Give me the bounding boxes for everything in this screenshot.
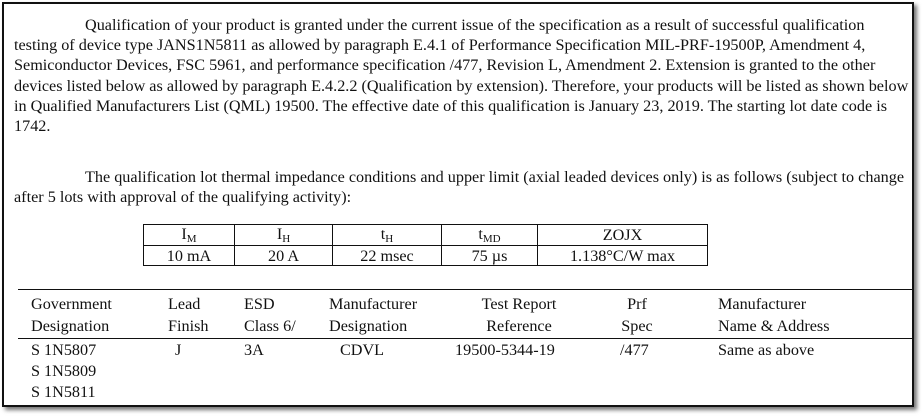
- header-esd-class: ESD Class 6/: [244, 295, 296, 335]
- extra-designation: S 1N5809: [31, 362, 97, 380]
- thermal-impedance-paragraph-text: The qualification lot thermal impedance conditions and upper limit (axial leaded devices only) is as follows (subject to change after 5 lots with approval of the qualifying activity):: [14, 168, 905, 207]
- row-test-report-reference: 19500-5344-19: [455, 341, 555, 359]
- conditions-value-row: [144, 246, 708, 266]
- thermal-impedance-paragraph: [14, 167, 909, 207]
- conditions-value-ih: 20 A: [235, 246, 333, 266]
- row-lead-finish: J: [175, 341, 182, 359]
- conditions-header-ih: IH: [235, 225, 333, 246]
- listing-top-rule: [18, 289, 913, 290]
- conditions-header-im: IM: [144, 225, 235, 246]
- conditions-header-row: [144, 225, 708, 246]
- row-esd-class: 3A: [244, 341, 264, 359]
- header-manufacturer-name-address: Manufacturer Name & Address: [718, 295, 830, 335]
- conditions-value-im: 10 mA: [144, 246, 235, 266]
- row-government-designation: S 1N5807: [31, 341, 97, 359]
- document-frame: [2, 2, 914, 407]
- conditions-header-tmd: tMD: [442, 225, 538, 246]
- row-manufacturer-designation: CDVL: [340, 341, 385, 359]
- conditions-header-th: tH: [333, 225, 442, 246]
- header-test-report-reference: Test Report Reference: [481, 295, 557, 335]
- thermal-conditions-table: [143, 224, 708, 266]
- header-lead-finish: Lead Finish: [168, 295, 209, 335]
- conditions-value-th: 22 msec: [333, 246, 442, 266]
- header-prf-spec: Prf Spec: [621, 295, 653, 335]
- header-government-designation: Government Designation: [31, 295, 112, 335]
- conditions-value-zojx: 1.138°C/W max: [538, 246, 708, 266]
- header-manufacturer-designation: Manufacturer Designation: [329, 295, 418, 335]
- row-prf-spec: /477: [620, 341, 649, 359]
- extra-designation: S 1N5811: [31, 383, 96, 401]
- conditions-header-zojx: ZOJX: [538, 225, 708, 246]
- row-manufacturer-name-address: Same as above: [718, 341, 815, 359]
- qualification-paragraph: [14, 15, 909, 136]
- conditions-value-tmd: 75 µs: [442, 246, 538, 266]
- qualification-paragraph-text: Qualification of your product is granted under the current issue of the specification as a result of successful qualification testing of device type JANS1N5811 as allowed by paragraph E.4.1 of Performance Specification MIL-PRF-19500P, Amendment 4, Semiconductor Devices, FSC 5961, and performance specification /477, Revision L, Amendment 2. Extension is granted to the other devices listed below as allowed by paragraph E.4.2.2 (Qualification by extension). Therefore, your products will be listed as shown below in Qualified Manufacturers List (QML) 19500. The effective date of this qualification is January 23, 2019. The starting lot date code is 1742.: [14, 16, 909, 136]
- listing-header-rule: [18, 338, 913, 339]
